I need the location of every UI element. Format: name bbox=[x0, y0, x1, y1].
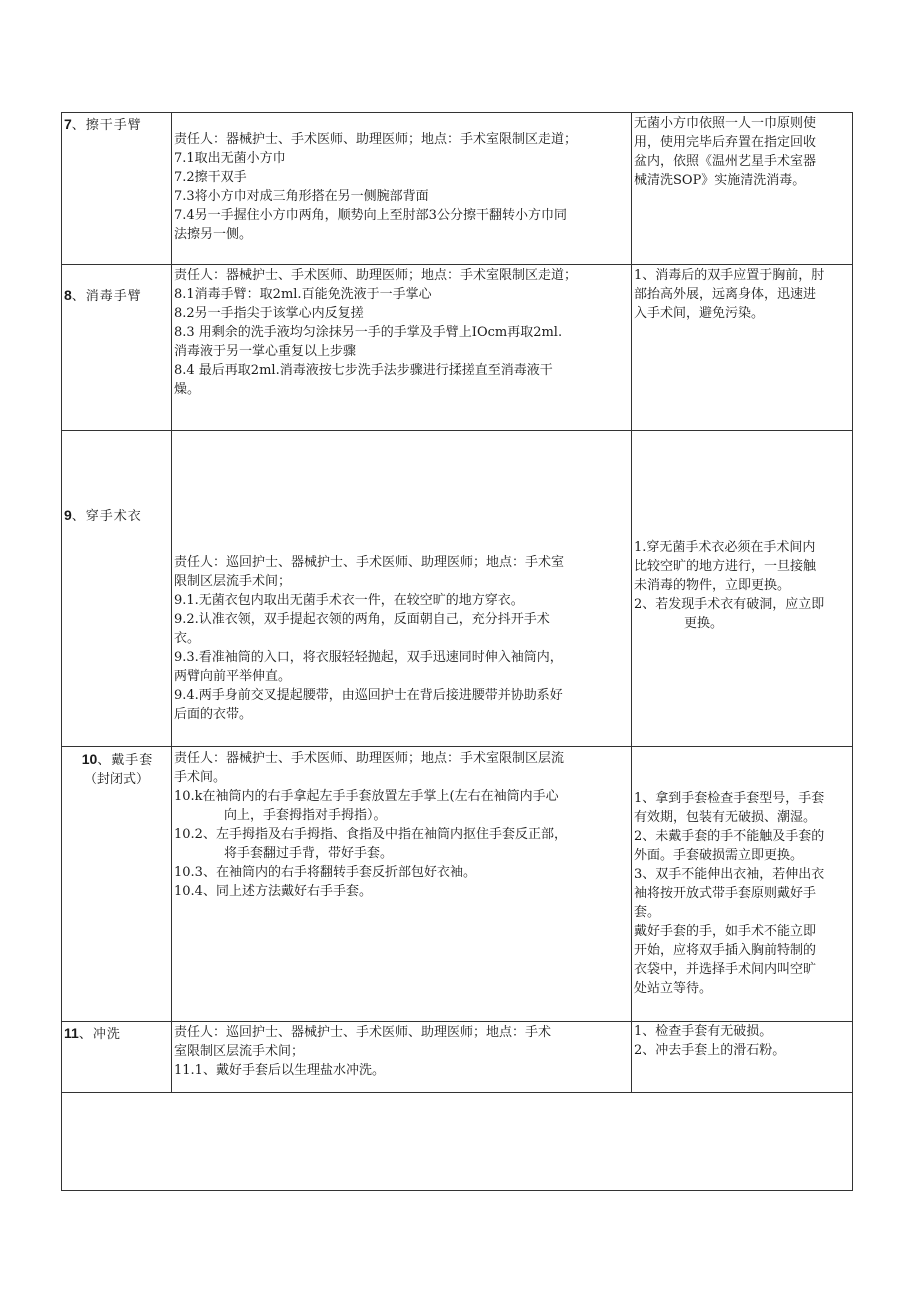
detail-line: 9.3.看准袖筒的入口，将衣服轻轻抛起，双手迅速同时伸入袖筒内， bbox=[174, 650, 563, 665]
step-name: 、冲洗 bbox=[78, 1027, 121, 1042]
step-note-cell bbox=[632, 265, 853, 431]
note-line: 更换。 bbox=[684, 616, 724, 631]
step-title-cell bbox=[62, 265, 172, 431]
step-number: 8 bbox=[64, 287, 72, 303]
step-number: 10 bbox=[81, 751, 98, 767]
step-title-cell bbox=[62, 747, 172, 1022]
step-detail-cell bbox=[172, 1022, 632, 1093]
detail-line: 7.2擦干双手 bbox=[174, 170, 247, 185]
note-line: 处站立等待。 bbox=[634, 981, 713, 996]
detail-line: 责任人：器械护士、手术医师、助理医师；地点：手术室限制区走道； bbox=[174, 268, 578, 283]
detail-line: 7.4另一手握住小方巾两角，顺势向上至肘部3公分擦干翻转小方巾同 bbox=[174, 208, 567, 223]
detail-line: 责任人：器械护士、手术医师、助理医师；地点：手术室限制区走道； bbox=[174, 132, 578, 147]
table-row bbox=[62, 1022, 853, 1093]
step-note-cell bbox=[632, 1022, 853, 1093]
step-number: 11 bbox=[64, 1025, 79, 1041]
detail-line: 10.4、同上述方法戴好右手手套。 bbox=[174, 884, 372, 899]
note-line: 2、冲去手套上的滑石粉。 bbox=[634, 1043, 786, 1058]
empty-row bbox=[62, 1093, 853, 1191]
detail-line: 8.3 用剩余的洗手液均匀涂抹另一手的手掌及手臂上IOcm再取2ml. bbox=[174, 325, 563, 340]
step-name: 、穿手术衣 bbox=[71, 509, 142, 524]
detail-line: 向上，手套拇指对手拇指）。 bbox=[224, 808, 387, 823]
step-detail-cell bbox=[172, 265, 632, 431]
detail-line: 7.3将小方巾对成三角形搭在另一侧腕部背面 bbox=[174, 189, 429, 204]
note-line: 套。 bbox=[634, 905, 661, 920]
note-line: 1、消毒后的双手应置于胸前，肘 bbox=[634, 268, 825, 283]
note-line: 戴好手套的手，如手术不能立即 bbox=[634, 924, 817, 939]
detail-line: 10.3、在袖筒内的右手将翻转手套反折部包好衣袖。 bbox=[174, 865, 476, 880]
detail-line: 10.2、左手拇指及右手拇指、食指及中指在袖筒内抠住手套反正部， bbox=[174, 827, 567, 842]
detail-line: 8.1消毒手臂：取2ml.百能免洗液于一手掌心 bbox=[174, 287, 432, 302]
detail-line: 9.2.认准衣领，双手提起衣领的两角，反面朝自己，充分抖开手术 bbox=[174, 612, 550, 627]
note-line: 袖将按开放式带手套原则戴好手 bbox=[634, 886, 817, 901]
detail-line: 衣。 bbox=[174, 631, 201, 646]
step-title-cell bbox=[62, 431, 172, 747]
detail-line: 责任人：巡回护士、器械护士、手术医师、助理医师；地点：手术 bbox=[174, 1025, 552, 1040]
note-line: 无菌小方巾依照一人一巾原则使 bbox=[634, 116, 817, 131]
note-line: 3、双手不能伸出衣袖，若伸出衣 bbox=[634, 867, 825, 882]
note-line: 械清洗SOP》实施清洗消毒。 bbox=[634, 173, 806, 188]
detail-line: 燥。 bbox=[174, 382, 201, 397]
note-line: 外面。手套破损需立即更换。 bbox=[634, 848, 804, 863]
detail-line: 11.1、戴好手套后以生理盐水冲洗。 bbox=[174, 1063, 385, 1078]
detail-line: 限制区层流手术间； bbox=[174, 574, 292, 589]
detail-line: 消毒液于另一掌心重复以上步骤 bbox=[174, 344, 357, 359]
step-note-cell bbox=[632, 431, 853, 747]
empty-cell bbox=[62, 1093, 853, 1191]
table-row bbox=[62, 431, 853, 747]
detail-line: 两臂向前平举伸直。 bbox=[174, 669, 292, 684]
step-name: 、擦干手臂 bbox=[71, 118, 142, 133]
step-number: 9 bbox=[64, 507, 72, 523]
detail-line: 将手套翻过手背，带好手套。 bbox=[224, 846, 394, 861]
detail-line: 9.4.两手身前交叉提起腰带，由巡回护士在背后接进腰带并协助系好 bbox=[174, 688, 563, 703]
detail-line: 8.4 最后再取2ml.消毒液按七步洗手法步骤进行揉搓直至消毒液干 bbox=[174, 363, 553, 378]
detail-line: 手术间。 bbox=[174, 770, 227, 785]
step-note-cell bbox=[632, 747, 853, 1022]
detail-line: 责任人：器械护士、手术医师、助理医师；地点：手术室限制区层流 bbox=[174, 751, 565, 766]
table-row bbox=[62, 265, 853, 431]
step-detail-cell bbox=[172, 431, 632, 747]
note-line: 部抬高外展，远离身体，迅速进 bbox=[634, 287, 817, 302]
procedure-table bbox=[61, 112, 853, 1191]
note-line: 未消毒的物件，立即更换。 bbox=[634, 578, 791, 593]
note-line: 比较空旷的地方进行，一旦接触 bbox=[634, 559, 817, 574]
note-line: 1、检查手套有无破损。 bbox=[634, 1024, 773, 1039]
step-name: 、戴手套 bbox=[97, 753, 154, 768]
detail-line: 7.1取出无菌小方巾 bbox=[174, 151, 286, 166]
step-number: 7 bbox=[64, 116, 72, 132]
note-line: 衣袋中，并选择手术间内叫空旷 bbox=[634, 962, 817, 977]
detail-line: 9.1.无菌衣包内取出无菌手术衣一件，在较空旷的地方穿衣。 bbox=[174, 593, 524, 608]
detail-line: 8.2另一手指尖于该掌心内反复搓 bbox=[174, 306, 364, 321]
detail-line: 责任人：巡回护士、器械护士、手术医师、助理医师；地点：手术室 bbox=[174, 555, 565, 570]
note-line: 用，使用完毕后弃置在指定回收 bbox=[634, 135, 817, 150]
step-name: 、消毒手臂 bbox=[71, 289, 142, 304]
note-line: 入手术间，避免污染。 bbox=[634, 306, 765, 321]
step-title-cell bbox=[62, 113, 172, 265]
note-line: 1.穿无菌手术衣必须在手术间内 bbox=[634, 540, 816, 555]
note-line: 开始，应将双手插入胸前特制的 bbox=[634, 943, 817, 958]
step-note-cell bbox=[632, 113, 853, 265]
step-subtitle: （封闭式） bbox=[83, 772, 149, 787]
step-title-cell bbox=[62, 1022, 172, 1093]
detail-line: 10.k在袖筒内的右手拿起左手手套放置左手掌上(左右在袖筒内手心 bbox=[174, 789, 559, 804]
note-line: 盆内，依照《温州艺星手术室器 bbox=[634, 154, 817, 169]
detail-line: 室限制区层流手术间； bbox=[174, 1044, 305, 1059]
note-line: 1、拿到手套检查手套型号，手套 bbox=[634, 791, 825, 806]
table-row bbox=[62, 113, 853, 265]
step-detail-cell bbox=[172, 113, 632, 265]
step-detail-cell bbox=[172, 747, 632, 1022]
note-line: 有效期，包装有无破损、潮湿。 bbox=[634, 810, 817, 825]
note-line: 2、未戴手套的手不能触及手套的 bbox=[634, 829, 825, 844]
table-row bbox=[62, 747, 853, 1022]
note-line: 2、若发现手术衣有破洞，应立即 bbox=[634, 597, 825, 612]
detail-line: 后面的衣带。 bbox=[174, 707, 253, 722]
detail-line: 法擦另一侧。 bbox=[174, 227, 253, 242]
